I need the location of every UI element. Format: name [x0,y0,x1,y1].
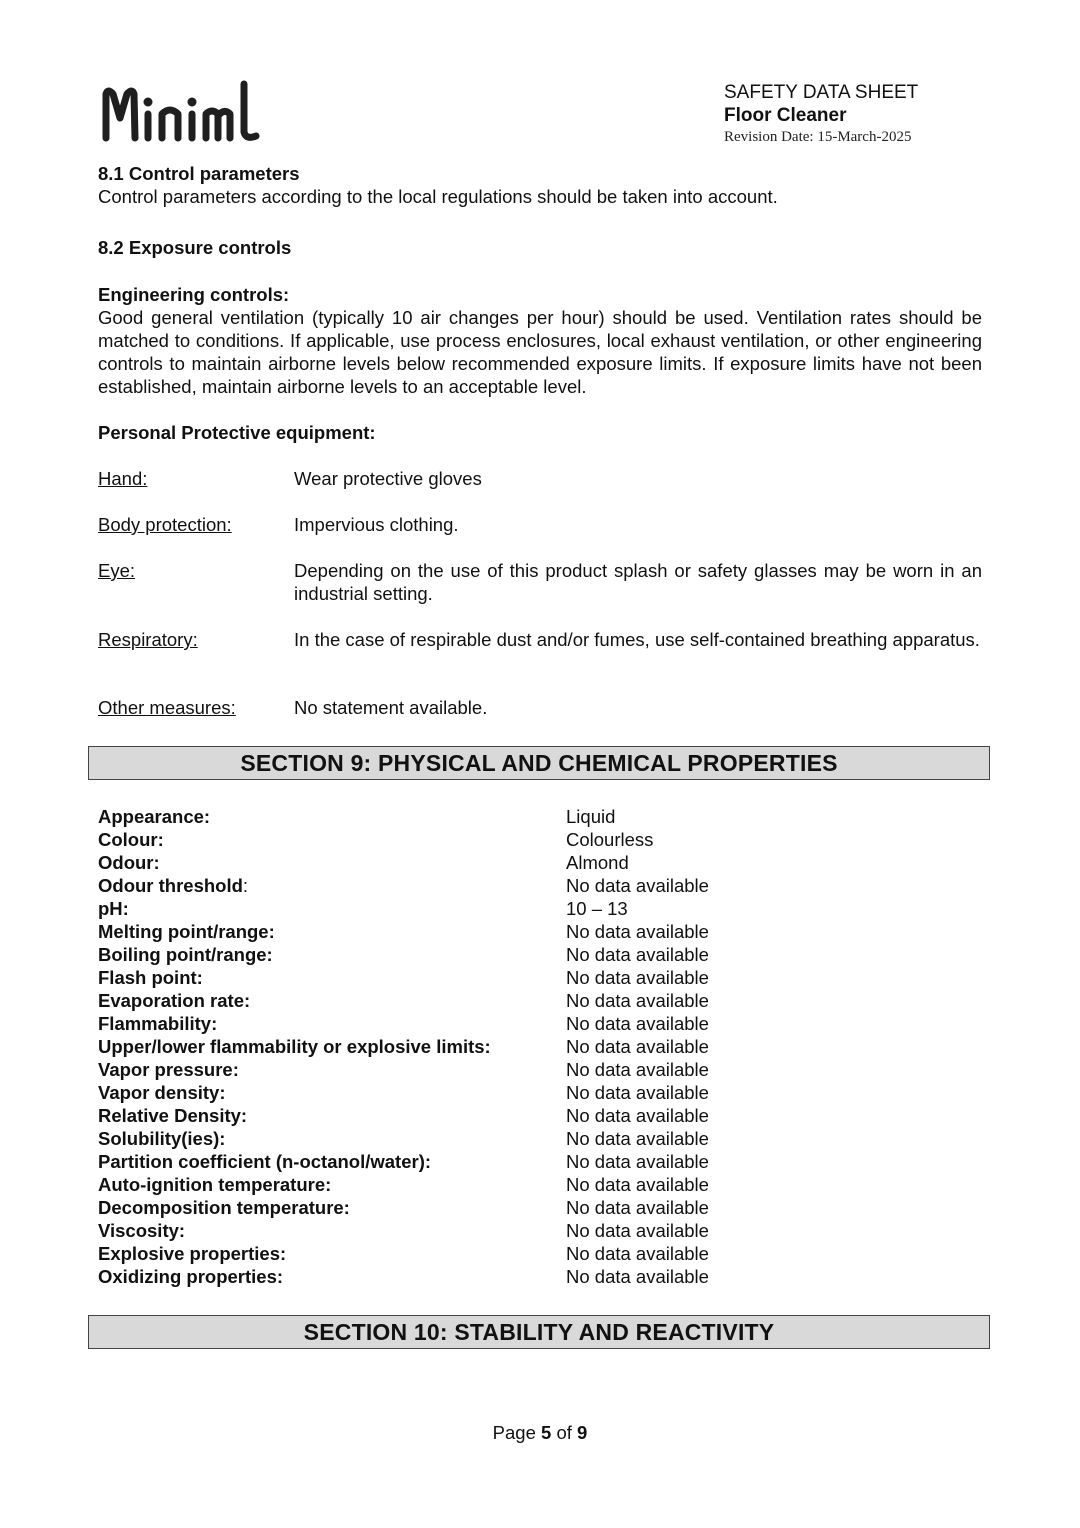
property-name-text: pH: [98,897,129,919]
property-name [98,1197,566,1219]
doc-type: SAFETY DATA SHEET [724,82,919,103]
property-row [98,1150,978,1173]
document-header [724,82,1054,146]
ppe-value-body: Impervious clothing. [294,514,459,535]
property-name-text: Odour threshold [98,874,243,896]
properties-list [98,805,978,1288]
property-row [98,1104,978,1127]
property-name [98,990,566,1012]
property-name-text: Evaporation rate: [98,989,251,1011]
property-name [98,1266,566,1288]
property-value: No data available [566,1242,709,1264]
page-footer [0,1422,1080,1444]
page-number: 5 [541,1422,552,1443]
property-name-text: Flash point: [98,966,203,988]
property-value: No data available [566,1035,709,1057]
page-word: Page [492,1422,536,1443]
ppe-value-other: No statement available. [294,697,488,718]
property-name-text: Vapor pressure: [98,1058,239,1080]
section-10-title: SECTION 10: STABILITY AND REACTIVITY [88,1315,990,1349]
property-row [98,1265,978,1288]
property-name-text: Auto-ignition temperature: [98,1173,332,1195]
property-row [98,805,978,828]
property-value: Liquid [566,805,616,827]
property-name-text: Relative Density: [98,1104,248,1126]
property-name-text: Explosive properties: [98,1242,287,1264]
property-name-text: Odour: [98,851,160,873]
property-name-text: Melting point/range: [98,920,275,942]
property-row [98,1173,978,1196]
property-name [98,944,566,966]
property-value: No data available [566,966,709,988]
ppe-label-hand: Hand: [98,468,148,489]
engineering-controls-heading: Engineering controls: [98,284,290,305]
property-row [98,1035,978,1058]
property-name [98,1151,566,1173]
property-value: No data available [566,1081,709,1103]
property-name [98,875,566,897]
property-name-text: Vapor density: [98,1081,226,1103]
ppe-label-body: Body protection: [98,514,232,535]
property-value: No data available [566,1104,709,1126]
property-name [98,1105,566,1127]
property-name [98,1036,566,1058]
property-value: Almond [566,851,629,873]
of-word: of [556,1422,572,1443]
property-name-text: Colour: [98,828,164,850]
property-row [98,1219,978,1242]
property-name [98,806,566,828]
property-value: No data available [566,1058,709,1080]
property-value: No data available [566,989,709,1011]
property-row [98,1242,978,1265]
ppe-label-respiratory: Respiratory: [98,629,198,650]
property-name-text: Appearance: [98,805,211,827]
property-row [98,874,978,897]
section-8-1-heading: 8.1 Control parameters [98,163,300,184]
property-value: No data available [566,1150,709,1172]
property-value: No data available [566,943,709,965]
revision-date: Revision Date: 15-March-2025 [724,129,912,145]
property-value: No data available [566,1012,709,1034]
ppe-label-eye: Eye: [98,560,136,581]
property-value: No data available [566,1196,709,1218]
property-name [98,852,566,874]
ppe-value-eye: Depending on the use of this product splash or safety glasses may be worn in an industrial setting. [294,560,982,604]
property-row [98,897,978,920]
product-name: Floor Cleaner [724,105,847,126]
ppe-value-hand: Wear protective gloves [294,468,482,489]
property-name [98,1243,566,1265]
property-name-text: Upper/lower flammability or explosive limits: [98,1035,491,1057]
property-value: No data available [566,1127,709,1149]
property-name-text: Boiling point/range: [98,943,273,965]
section-8-1-text: Control parameters according to the local regulations should be taken into account. [98,186,778,207]
property-name [98,1128,566,1150]
property-row [98,920,978,943]
property-row [98,943,978,966]
property-name-text: Oxidizing properties: [98,1265,284,1287]
property-name [98,967,566,989]
ppe-label-other: Other measures: [98,697,236,718]
property-name-text: Viscosity: [98,1219,186,1241]
property-name [98,898,566,920]
property-name [98,1082,566,1104]
ppe-heading: Personal Protective equipment: [98,422,376,443]
property-name-suffix: : [242,874,249,896]
property-row [98,966,978,989]
property-row [98,1012,978,1035]
property-name-text: Decomposition temperature: [98,1196,350,1218]
property-row [98,1081,978,1104]
property-value: No data available [566,874,709,896]
property-row [98,1058,978,1081]
page-total: 9 [577,1422,588,1443]
property-value: No data available [566,1265,709,1287]
property-name [98,829,566,851]
property-name [98,1013,566,1035]
property-value: No data available [566,1219,709,1241]
property-value: No data available [566,1173,709,1195]
property-name [98,921,566,943]
ppe-value-respiratory: In the case of respirable dust and/or fumes, use self-contained breathing apparatus. [294,629,980,650]
property-name-text: Partition coefficient (n-octanol/water): [98,1150,432,1172]
miniml-logo [98,74,268,154]
property-value: Colourless [566,828,654,850]
section-8-2-heading: 8.2 Exposure controls [98,237,292,258]
engineering-controls-text: Good general ventilation (typically 10 air changes per hour) should be used. Ventilation rates should be matched to conditions. If applicable, use process enclosures, local exhaust ventilation, or other engineering controls to maintain airborne levels below recommended exposure limits. If exposure limits have not been established, maintain airborne levels to an acceptable level. [98,307,982,397]
property-row [98,989,978,1012]
property-value: No data available [566,920,709,942]
property-name [98,1220,566,1242]
property-name [98,1174,566,1196]
property-row [98,1196,978,1219]
property-name [98,1059,566,1081]
property-row [98,828,978,851]
property-value: 10 – 13 [566,897,628,919]
section-9-title: SECTION 9: PHYSICAL AND CHEMICAL PROPERTIES [88,746,990,780]
property-name-text: Flammability: [98,1012,218,1034]
property-row [98,851,978,874]
property-name-text: Solubility(ies): [98,1127,226,1149]
property-row [98,1127,978,1150]
